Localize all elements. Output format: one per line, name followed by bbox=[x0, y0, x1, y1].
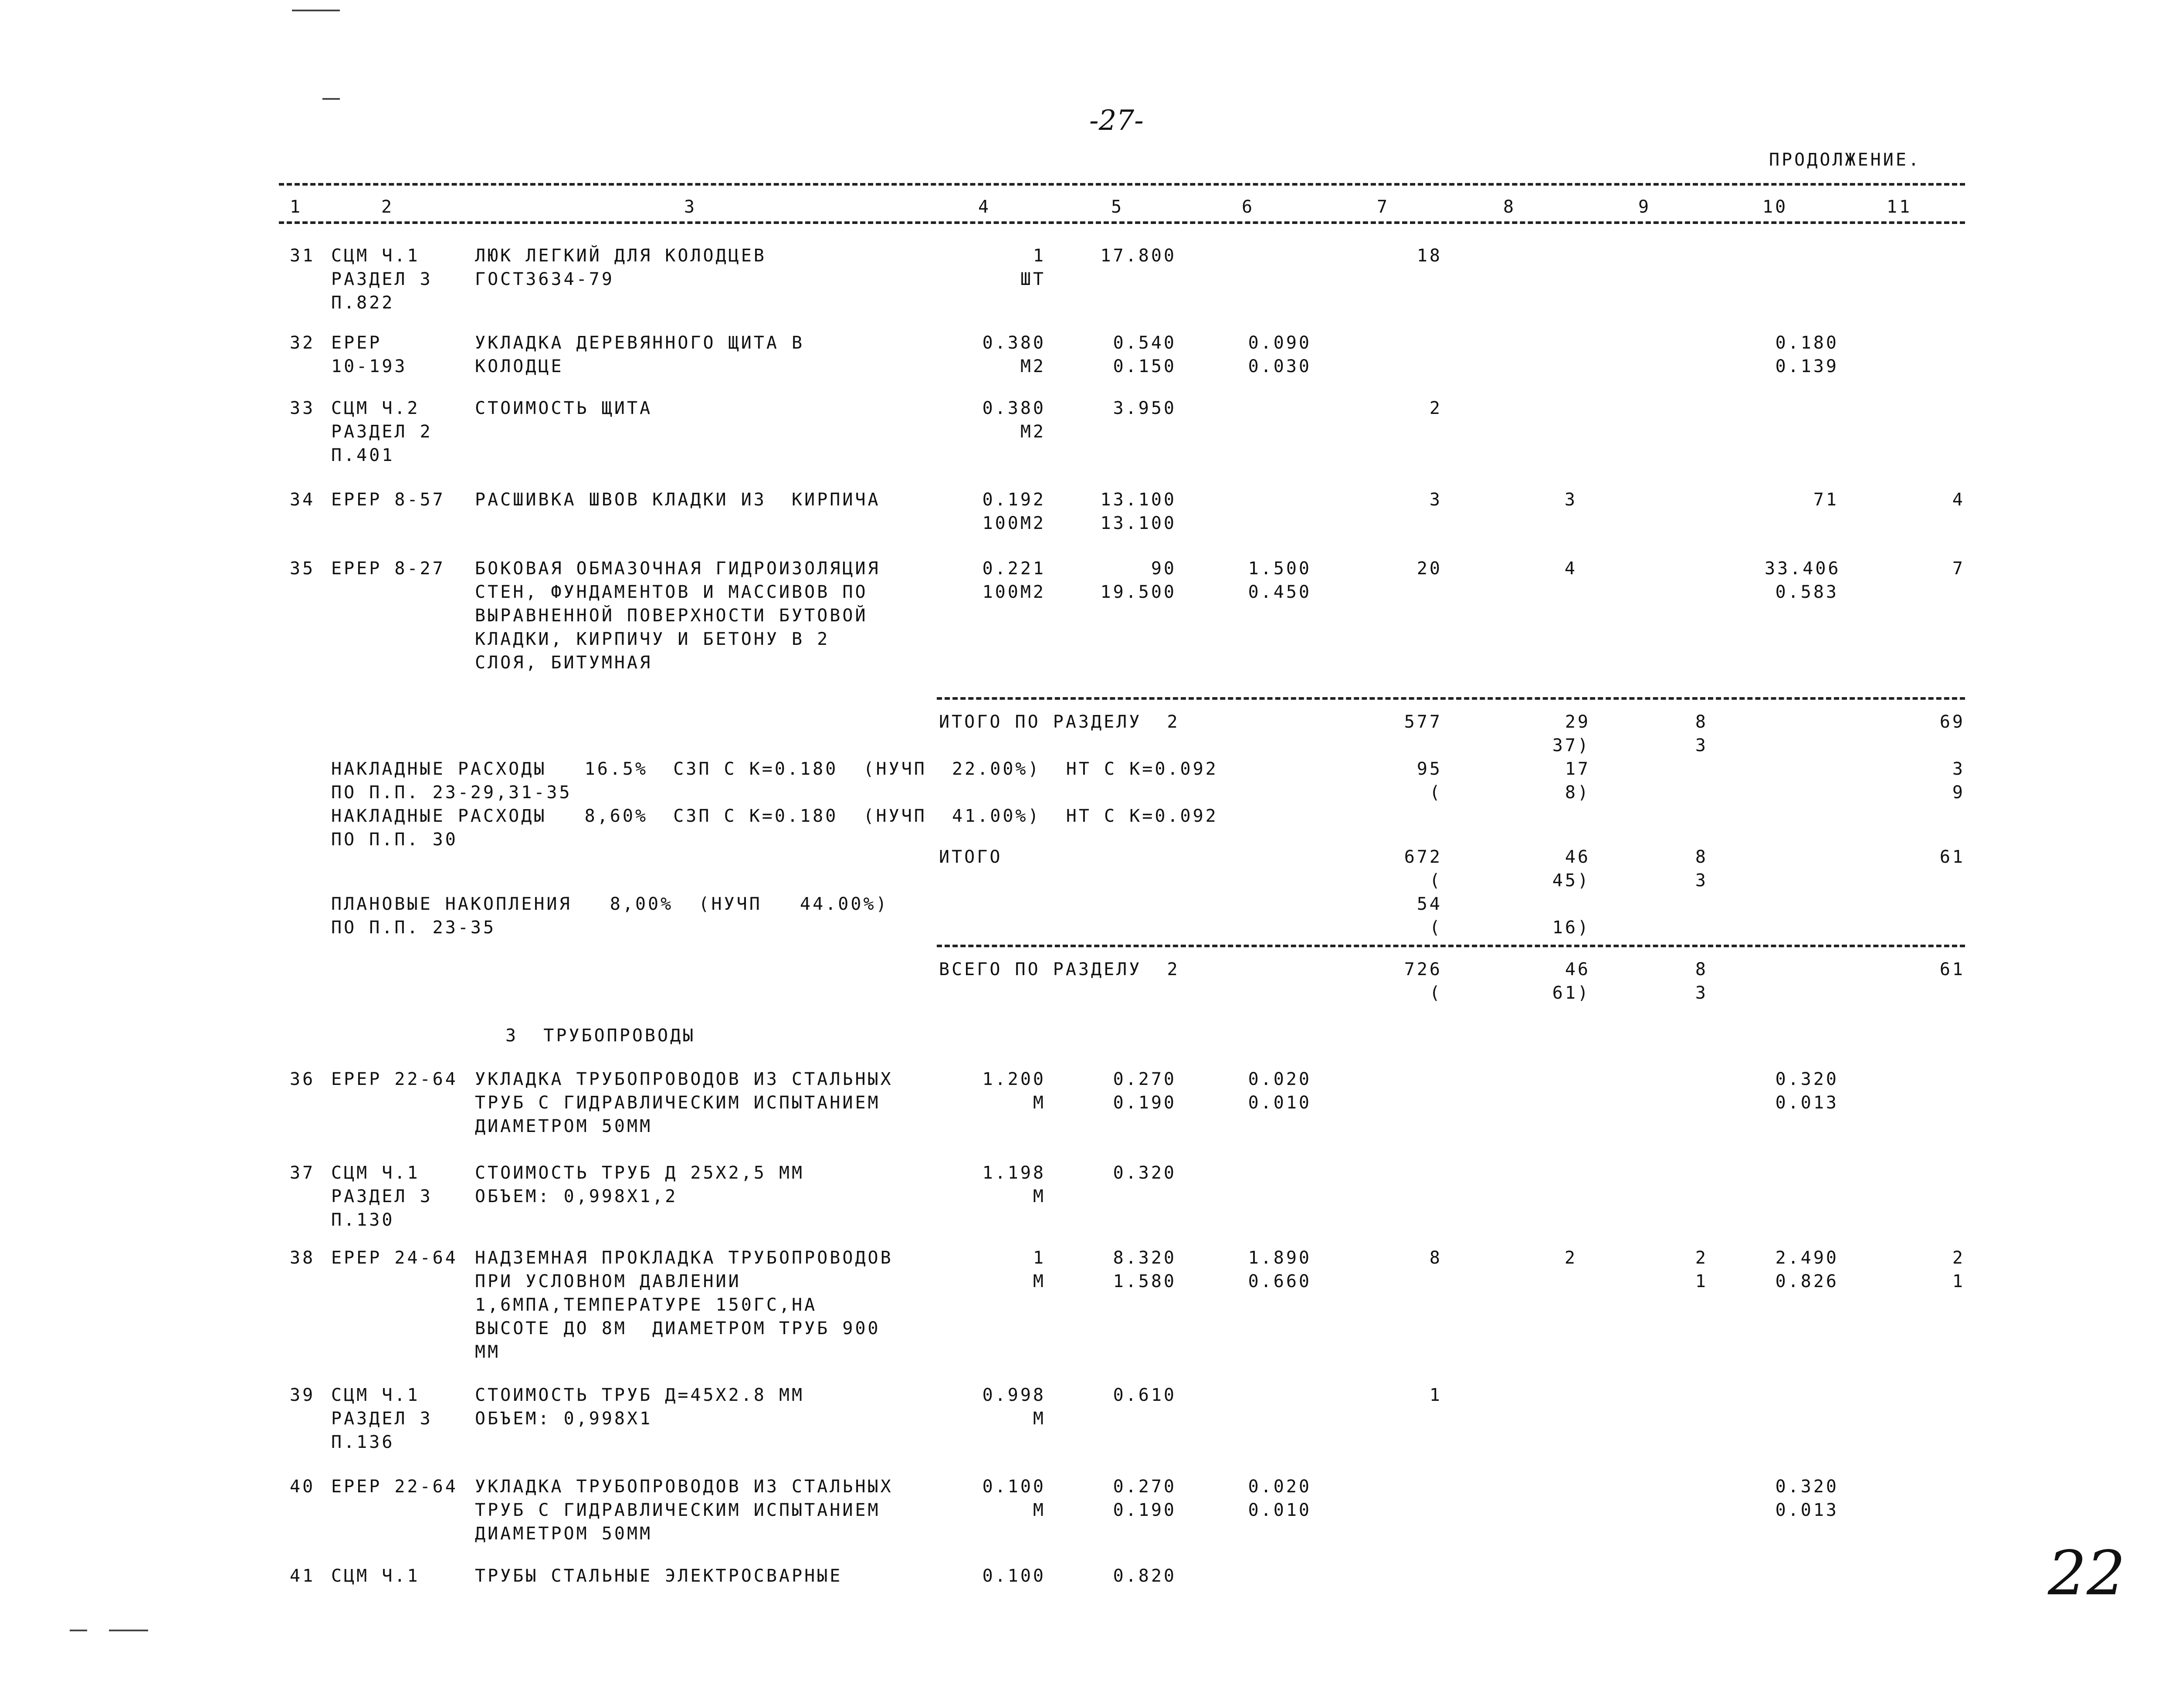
overhead2-text-2: ПО П.П. 30 bbox=[331, 830, 458, 850]
cell-code: РАЗДЕЛ 2 bbox=[331, 422, 433, 442]
cell-desc: КЛАДКИ, КИРПИЧУ И БЕТОНУ В 2 bbox=[475, 629, 830, 649]
cell-code: РАЗДЕЛ 3 bbox=[331, 1186, 433, 1206]
total-c9: 8 bbox=[1695, 712, 1708, 732]
cell-c4: 100М2 bbox=[982, 582, 1046, 602]
cell-c5: 0.540 bbox=[1113, 333, 1176, 353]
cell-c5: 0.190 bbox=[1113, 1093, 1176, 1113]
cell-c10: 0.826 bbox=[1775, 1271, 1839, 1291]
cell-desc: ТРУБЫ СТАЛЬНЫЕ ЭЛЕКТРОСВАРНЫЕ bbox=[475, 1566, 843, 1586]
cell-c10: 71 bbox=[1813, 490, 1839, 510]
cell-c7: 2 bbox=[1429, 398, 1442, 418]
col-header: 2 bbox=[381, 197, 394, 217]
vsego-label: ВСЕГО ПО РАЗДЕЛУ 2 bbox=[939, 959, 1180, 979]
cell-c6: 0.030 bbox=[1248, 356, 1311, 376]
cell-desc: ГОСТ3634-79 bbox=[475, 269, 614, 289]
total-rule bbox=[937, 697, 1965, 700]
cell-c5: 0.270 bbox=[1113, 1069, 1176, 1089]
cell-c4: 1.200 bbox=[982, 1069, 1046, 1089]
cell-n: 39 bbox=[290, 1385, 315, 1405]
itogo-c9: 8 bbox=[1695, 847, 1708, 867]
cell-c4: М2 bbox=[1020, 422, 1046, 442]
margin-mark bbox=[322, 98, 340, 100]
overhead-c11: 3 bbox=[1952, 759, 1965, 779]
cell-c11: 2 bbox=[1952, 1248, 1965, 1268]
cell-c6: 1.500 bbox=[1248, 559, 1311, 579]
cell-code: РАЗДЕЛ 3 bbox=[331, 269, 433, 289]
cell-c10: 0.013 bbox=[1775, 1500, 1839, 1520]
cell-c5: 0.320 bbox=[1113, 1163, 1176, 1183]
cell-c8: 4 bbox=[1564, 559, 1577, 579]
cell-c4: 0.192 bbox=[982, 490, 1046, 510]
cell-c7: 20 bbox=[1416, 559, 1442, 579]
cell-code: РАЗДЕЛ 3 bbox=[331, 1409, 433, 1429]
header-bottom-rule bbox=[279, 221, 1965, 224]
cell-c6: 1.890 bbox=[1248, 1248, 1311, 1268]
cell-c4: 0.221 bbox=[982, 559, 1046, 579]
handwritten-mark: 22 bbox=[2048, 1538, 2126, 1609]
total-c8b: 37) bbox=[1552, 735, 1590, 756]
cell-c10: 0.320 bbox=[1775, 1477, 1839, 1497]
cell-c5: 1.580 bbox=[1113, 1271, 1176, 1291]
cell-desc: ЛЮК ЛЕГКИЙ ДЛЯ КОЛОДЦЕВ bbox=[475, 246, 766, 266]
cell-c4: 0.380 bbox=[982, 333, 1046, 353]
itogo-label: ИТОГО bbox=[939, 847, 1003, 867]
cell-c4: М bbox=[1033, 1271, 1046, 1291]
planned-c7: 54 bbox=[1416, 894, 1442, 914]
cell-desc: ВЫСОТЕ ДО 8М ДИАМЕТРОМ ТРУБ 900 bbox=[475, 1318, 881, 1339]
cell-c4: М bbox=[1033, 1500, 1046, 1520]
cell-c5: 0.190 bbox=[1113, 1500, 1176, 1520]
cell-c4: М bbox=[1033, 1409, 1046, 1429]
itogo-c8: 46 bbox=[1565, 847, 1590, 867]
total-c11: 69 bbox=[1939, 712, 1965, 732]
cell-c7: 3 bbox=[1429, 490, 1442, 510]
cell-c9: 1 bbox=[1695, 1271, 1708, 1291]
total-c9b: 3 bbox=[1695, 735, 1708, 756]
cell-c5: 0.610 bbox=[1113, 1385, 1176, 1405]
cell-c10: 0.013 bbox=[1775, 1093, 1839, 1113]
cell-c8: 2 bbox=[1564, 1248, 1577, 1268]
itogo-c7: 672 bbox=[1404, 847, 1442, 867]
cell-desc: ДИАМЕТРОМ 50ММ bbox=[475, 1524, 653, 1544]
header-top-rule bbox=[279, 183, 1965, 186]
col-header: 4 bbox=[978, 197, 991, 217]
cell-desc: РАСШИВКА ШВОВ КЛАДКИ ИЗ КИРПИЧА bbox=[475, 490, 881, 510]
cell-n: 33 bbox=[290, 398, 315, 418]
cell-desc: СТОИМОСТЬ ЩИТА bbox=[475, 398, 653, 418]
cell-c6: 0.660 bbox=[1248, 1271, 1311, 1291]
cell-desc: УКЛАДКА ТРУБОПРОВОДОВ ИЗ СТАЛЬНЫХ bbox=[475, 1477, 893, 1497]
cell-desc: СЛОЯ, БИТУМНАЯ bbox=[475, 653, 653, 673]
cell-c9: 2 bbox=[1695, 1248, 1708, 1268]
cell-desc: СТОИМОСТЬ ТРУБ Д=45Х2.8 ММ bbox=[475, 1385, 805, 1405]
cell-desc: УКЛАДКА ДЕРЕВЯННОГО ЩИТА В bbox=[475, 333, 805, 353]
overhead-c8b: 8) bbox=[1565, 783, 1590, 803]
cell-code: ЕРЕР 22-64 bbox=[331, 1477, 458, 1497]
cell-code: П.130 bbox=[331, 1210, 395, 1230]
cell-desc: ММ bbox=[475, 1342, 501, 1362]
itogo-c11: 61 bbox=[1939, 847, 1965, 867]
col-header: 5 bbox=[1111, 197, 1124, 217]
vsego-c11: 61 bbox=[1939, 959, 1965, 979]
vsego-c7: 726 bbox=[1404, 959, 1442, 979]
margin-mark bbox=[70, 1630, 87, 1631]
planned-c7b: ( bbox=[1429, 918, 1442, 938]
cell-code: СЦМ Ч.2 bbox=[331, 398, 420, 418]
vsego-c9: 8 bbox=[1695, 959, 1708, 979]
cell-desc: УКЛАДКА ТРУБОПРОВОДОВ ИЗ СТАЛЬНЫХ bbox=[475, 1069, 893, 1089]
overhead-c11b: 9 bbox=[1952, 783, 1965, 803]
cell-n: 34 bbox=[290, 490, 315, 510]
col-header: 7 bbox=[1377, 197, 1390, 217]
cell-c10: 0.320 bbox=[1775, 1069, 1839, 1089]
cell-c5: 13.100 bbox=[1100, 513, 1176, 533]
cell-code: П.136 bbox=[331, 1432, 395, 1452]
cell-code: СЦМ Ч.1 bbox=[331, 1163, 420, 1183]
cell-c4: 1.198 bbox=[982, 1163, 1046, 1183]
cell-n: 32 bbox=[290, 333, 315, 353]
cell-desc: СТЕН, ФУНДАМЕНТОВ И МАССИВОВ ПО bbox=[475, 582, 868, 602]
total-c7: 577 bbox=[1404, 712, 1442, 732]
margin-mark bbox=[292, 10, 340, 11]
cell-c4: 0.380 bbox=[982, 398, 1046, 418]
planned-text-2: ПО П.П. 23-35 bbox=[331, 918, 496, 938]
cell-c4: М bbox=[1033, 1093, 1046, 1113]
cell-c5: 8.320 bbox=[1113, 1248, 1176, 1268]
cell-c4: М bbox=[1033, 1186, 1046, 1206]
section-title: 3 ТРУБОПРОВОДЫ bbox=[505, 1026, 696, 1046]
overhead-c7: 95 bbox=[1416, 759, 1442, 779]
cell-c10: 0.583 bbox=[1775, 582, 1839, 602]
cell-c6: 0.010 bbox=[1248, 1093, 1311, 1113]
itogo-c9b: 3 bbox=[1695, 871, 1708, 891]
cell-desc: НАДЗЕМНАЯ ПРОКЛАДКА ТРУБОПРОВОДОВ bbox=[475, 1248, 893, 1268]
cell-n: 38 bbox=[290, 1248, 315, 1268]
cell-c6: 0.010 bbox=[1248, 1500, 1311, 1520]
itogo-c7b: ( bbox=[1429, 871, 1442, 891]
cell-code: СЦМ Ч.1 bbox=[331, 1566, 420, 1586]
cell-code: ЕРЕР 8-27 bbox=[331, 559, 445, 579]
vsego-c9b: 3 bbox=[1695, 983, 1708, 1003]
col-header: 6 bbox=[1242, 197, 1255, 217]
cell-c11: 7 bbox=[1952, 559, 1965, 579]
cell-desc: ПРИ УСЛОВНОМ ДАВЛЕНИИ bbox=[475, 1271, 741, 1291]
cell-c10: 33.406 bbox=[1765, 559, 1841, 579]
vsego-c7b: ( bbox=[1429, 983, 1442, 1003]
cell-c7: 1 bbox=[1429, 1385, 1442, 1405]
vsego-rule bbox=[937, 945, 1965, 947]
cell-c10: 2.490 bbox=[1775, 1248, 1839, 1268]
cell-code: СЦМ Ч.1 bbox=[331, 1385, 420, 1405]
cell-c6: 0.020 bbox=[1248, 1069, 1311, 1089]
cell-code: 10-193 bbox=[331, 356, 407, 376]
overhead-text-2: ПО П.П. 23-29,31-35 bbox=[331, 783, 572, 803]
page-number: -27- bbox=[1089, 105, 1144, 137]
col-header: 9 bbox=[1638, 197, 1651, 217]
cell-code: ЕРЕР 24-64 bbox=[331, 1248, 458, 1268]
cell-c5: 3.950 bbox=[1113, 398, 1176, 418]
cell-desc: ОБЪЕМ: 0,998Х1 bbox=[475, 1409, 653, 1429]
cell-n: 40 bbox=[290, 1477, 315, 1497]
cell-desc: БОКОВАЯ ОБМАЗОЧНАЯ ГИДРОИЗОЛЯЦИЯ bbox=[475, 559, 881, 579]
cell-n: 41 bbox=[290, 1566, 315, 1586]
cell-desc: СТОИМОСТЬ ТРУБ Д 25Х2,5 ММ bbox=[475, 1163, 805, 1183]
cell-n: 36 bbox=[290, 1069, 315, 1089]
cell-code: ЕРЕР bbox=[331, 333, 382, 353]
cell-c4: 0.998 bbox=[982, 1385, 1046, 1405]
overhead-text: НАКЛАДНЫЕ РАСХОДЫ 16.5% СЗП С К=0.180 (НУЧП 22.00%) НТ С К=0.092 bbox=[331, 759, 1218, 779]
cell-c4: 100М2 bbox=[982, 513, 1046, 533]
overhead-c8: 17 bbox=[1565, 759, 1590, 779]
cell-code: П.401 bbox=[331, 445, 395, 465]
cell-n: 31 bbox=[290, 246, 315, 266]
cell-desc: КОЛОДЦЕ bbox=[475, 356, 564, 376]
cell-c5: 0.820 bbox=[1113, 1566, 1176, 1586]
cell-desc: ВЫРАВНЕННОЙ ПОВЕРХНОСТИ БУТОВОЙ bbox=[475, 606, 868, 626]
itogo-c8b: 45) bbox=[1552, 871, 1590, 891]
cell-desc: ТРУБ С ГИДРАВЛИЧЕСКИМ ИСПЫТАНИЕМ bbox=[475, 1500, 881, 1520]
total-c8: 29 bbox=[1565, 712, 1590, 732]
overhead-c7b: ( bbox=[1429, 783, 1442, 803]
cell-c5: 17.800 bbox=[1100, 246, 1176, 266]
section-total-label: ИТОГО ПО РАЗДЕЛУ 2 bbox=[939, 712, 1180, 732]
cell-c4: 1 bbox=[1033, 1248, 1046, 1268]
cell-desc: ОБЪЕМ: 0,998Х1,2 bbox=[475, 1186, 678, 1206]
overhead2-text: НАКЛАДНЫЕ РАСХОДЫ 8,60% СЗП С К=0.180 (НУЧП 41.00%) НТ С К=0.092 bbox=[331, 806, 1218, 826]
cell-c11: 4 bbox=[1952, 490, 1965, 510]
cell-c7: 8 bbox=[1429, 1248, 1442, 1268]
cell-c5: 13.100 bbox=[1100, 490, 1176, 510]
cell-n: 37 bbox=[290, 1163, 315, 1183]
cell-code: СЦМ Ч.1 bbox=[331, 246, 420, 266]
col-header: 8 bbox=[1503, 197, 1516, 217]
cell-desc: 1,6МПА,ТЕМПЕРАТУРЕ 150ГС,НА bbox=[475, 1295, 817, 1315]
cell-c4: 0.100 bbox=[982, 1566, 1046, 1586]
cell-c10: 0.180 bbox=[1775, 333, 1839, 353]
col-header: 11 bbox=[1887, 197, 1912, 217]
cell-c4: 1 bbox=[1033, 246, 1046, 266]
cell-code: ЕРЕР 8-57 bbox=[331, 490, 445, 510]
cell-c6: 0.450 bbox=[1248, 582, 1311, 602]
col-header: 10 bbox=[1762, 197, 1788, 217]
col-header: 1 bbox=[290, 197, 303, 217]
cell-c5: 19.500 bbox=[1100, 582, 1176, 602]
cell-c8: 3 bbox=[1564, 490, 1577, 510]
cell-c11: 1 bbox=[1952, 1271, 1965, 1291]
cell-c6: 0.020 bbox=[1248, 1477, 1311, 1497]
planned-c8b: 16) bbox=[1552, 918, 1590, 938]
cell-c4: М2 bbox=[1020, 356, 1046, 376]
col-header: 3 bbox=[684, 197, 697, 217]
planned-text: ПЛАНОВЫЕ НАКОПЛЕНИЯ 8,00% (НУЧП 44.00%) bbox=[331, 894, 889, 914]
margin-mark bbox=[109, 1630, 148, 1631]
vsego-c8: 46 bbox=[1565, 959, 1590, 979]
cell-n: 35 bbox=[290, 559, 315, 579]
cell-desc: ДИАМЕТРОМ 50ММ bbox=[475, 1116, 653, 1136]
vsego-c8b: 61) bbox=[1552, 983, 1590, 1003]
cell-desc: ТРУБ С ГИДРАВЛИЧЕСКИМ ИСПЫТАНИЕМ bbox=[475, 1093, 881, 1113]
cell-c5: 0.270 bbox=[1113, 1477, 1176, 1497]
cell-c4: 0.100 bbox=[982, 1477, 1046, 1497]
continuation-label: ПРОДОЛЖЕНИЕ. bbox=[1769, 150, 1921, 170]
cell-c5: 0.150 bbox=[1113, 356, 1176, 376]
cell-code: П.822 bbox=[331, 293, 395, 313]
cell-c6: 0.090 bbox=[1248, 333, 1311, 353]
cell-c10: 0.139 bbox=[1775, 356, 1839, 376]
cell-c4: ШТ bbox=[1020, 269, 1046, 289]
cell-c7: 18 bbox=[1416, 246, 1442, 266]
cell-c5: 90 bbox=[1151, 559, 1176, 579]
cell-code: ЕРЕР 22-64 bbox=[331, 1069, 458, 1089]
